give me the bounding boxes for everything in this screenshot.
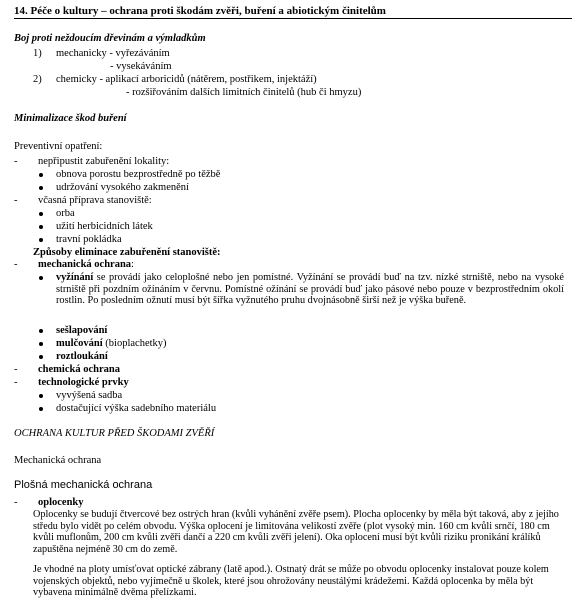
group2-label: včasná příprava stanoviště: — [38, 195, 152, 206]
item1-main: mechanicky - vyřezáváním — [56, 48, 170, 59]
bullet-icon — [39, 407, 43, 411]
roztloukani-item: roztloukání — [56, 351, 108, 362]
item2-main: chemicky - aplikací arboricidů (nátěrem, postřikem, injektáží) — [56, 74, 317, 85]
vyzinani-text: se provádí jako celoplošné nebo jen pomístné. Vyžínání se provádí buď na tzv. nízké strniště, nebo na vysoké strniště při pozdním ožínáním v červnu. Pomístné ožínání se provádí buď jako pásové nebo pouze v bezprostředním okolí rostlin. Po posledním ožnutí musí být šířka vyžnutého pruhu dvojnásobně širší než je výška buřeně. — [56, 272, 564, 307]
group2-item: travní pokládka — [56, 234, 122, 245]
mechanical-label-wrap — [38, 259, 134, 271]
dash-marker: - — [14, 195, 18, 206]
methods-heading: Způsoby eliminace zabuřenění stanoviště: — [33, 247, 221, 258]
group1-item: udržování vysokého zakmenění — [56, 182, 189, 193]
tech-item: dostačující výška sadebního materiálu — [56, 403, 217, 414]
seslapovani-item: sešlapování — [56, 325, 108, 336]
bullet-icon — [39, 329, 43, 333]
bullet-icon — [39, 394, 43, 398]
mechanical-colon: : — [131, 259, 134, 270]
item1-sub: - vysekáváním — [110, 61, 172, 72]
group1-item: obnova porostu bezprostředně po těžbě — [56, 169, 221, 180]
group2-item: orba — [56, 208, 75, 219]
area-protection-heading: Plošná mechanická ochrana — [14, 479, 153, 491]
optical-barrier-paragraph: Je vhodné na ploty umísťovat optické zábrany (latě apod.). Ostnatý drát se může po obvodu oplocenky instalovat pouze kolem vojenských objektů, nebo vyjímečně u školek, které jsou ohrožovány neustálými krádežemi. Každá oplocenka by měla být vybavena minimálně dvěma přelízkami. — [33, 564, 549, 599]
bullet-icon — [39, 173, 43, 177]
item1-number: 1) — [33, 48, 42, 59]
bullet-icon — [39, 238, 43, 242]
bullet-icon — [39, 212, 43, 216]
bullet-icon — [39, 225, 43, 229]
mulcovani-note: (bioplachetky) — [102, 338, 167, 349]
vyzinani-term: vyžínání — [56, 272, 94, 283]
bullet-icon — [39, 355, 43, 359]
mulcovani-term: mulčování — [56, 338, 103, 349]
title-underline — [14, 18, 572, 19]
dash-marker: - — [14, 497, 18, 508]
bullet-icon — [39, 276, 43, 280]
oplocenky-paragraph: Oplocenky se budují čtvercové bez ostrých hran (kvůli vyhánění zvěře psem). Plocha oplocenky by měla být taková, aby z jejího středu bylo vidět po celém obvodu. Výška oplocení je limitována velikostí zvěře (plot vysoký min. 160 cm kvůli srnčí, 180 cm kvůli muflonům, 200 cm kvůli zvěři dančí a 220 cm kvůli zvěři jelení). Oka oplocení musí být kvůli riziku pronikání králíků zapuštěna nejméně 30 cm do země. — [33, 509, 559, 556]
group2-item: užití herbicidních látek — [56, 221, 153, 232]
section-title: 14. Péče o kultury – ochrana proti škodám zvěři, buření a abiotickým činitelům — [14, 5, 386, 17]
vyzinani-paragraph — [56, 272, 564, 307]
item2-sub: - rozšiřováním dalších limitních činitelů (hub či hmyzu) — [126, 87, 362, 98]
section3-heading: OCHRANA KULTUR PŘED ŠKODAMI ZVĚŘÍ — [14, 428, 215, 439]
technological-label: technologické prvky — [38, 377, 129, 388]
dash-marker: - — [14, 377, 18, 388]
oplocenky-label: oplocenky — [38, 497, 84, 508]
item2-number: 2) — [33, 74, 42, 85]
mechanical-protection-heading: Mechanická ochrana — [14, 455, 102, 466]
bullet-icon — [39, 342, 43, 346]
mechanical-label: mechanická ochrana — [38, 259, 132, 270]
section2-heading: Minimalizace škod buření — [14, 113, 127, 124]
dash-marker: - — [14, 364, 18, 375]
tech-item: vyvýšená sadba — [56, 390, 123, 401]
dash-marker: - — [14, 156, 18, 167]
section1-heading: Boj proti neždoucím dřevinám a výmladkům — [14, 33, 206, 44]
group1-label: nepřipustit zabuřenění lokality: — [38, 156, 170, 167]
bullet-icon — [39, 186, 43, 190]
preventive-intro: Preventivní opatření: — [14, 141, 103, 152]
dash-marker: - — [14, 259, 18, 270]
chemical-label: chemická ochrana — [38, 364, 120, 375]
mulcovani-item — [56, 338, 167, 350]
